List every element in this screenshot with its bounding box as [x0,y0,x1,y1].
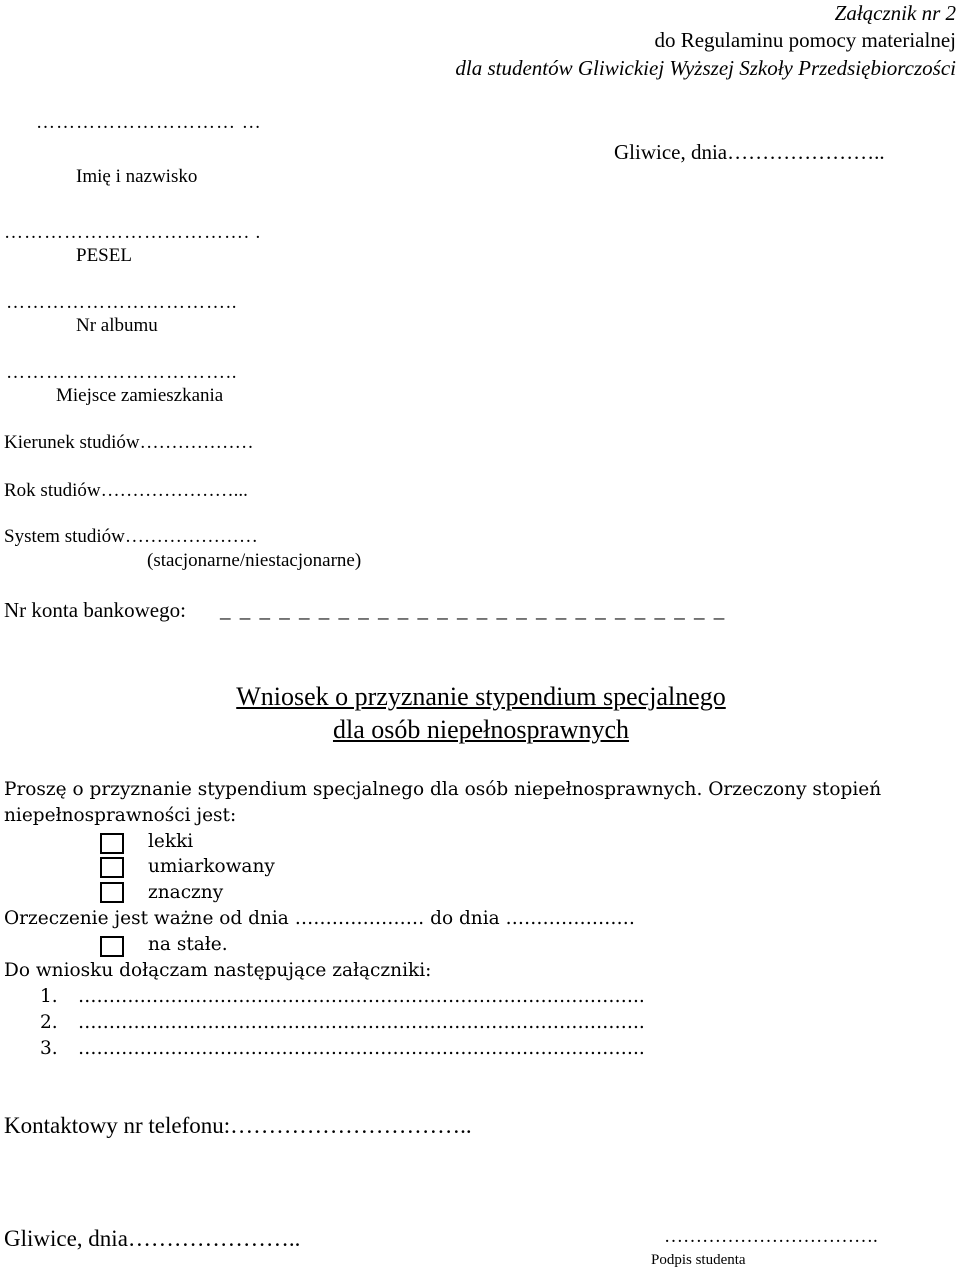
signature-label: Podpis studenta [651,1252,746,1268]
study-system[interactable]: System studiów………………… [4,526,258,547]
option-umiarkowany-label: umiarkowany [148,856,275,877]
annex-regulation: do Regulaminu pomocy materialnej [654,28,956,52]
checkbox-umiarkowany[interactable] [100,857,124,878]
annex-title: Załącznik nr 2 [834,1,956,25]
bank-account-field[interactable]: _ _ _ _ _ _ _ _ _ _ _ _ _ _ _ _ _ _ _ _ _ _ _ _ _ _ [220,598,727,622]
form-title-line2: dla osób niepełnosprawnych [332,715,630,744]
option-lekki-label: lekki [148,831,194,852]
request-text-line2: niepełnosprawności jest: [4,805,237,826]
attachment-field-2[interactable]: ……………………………………………………………………………….. [78,1012,645,1033]
bank-account-label: Nr konta bankowego: [4,598,186,622]
form-title-line1: Wniosek o przyznanie stypendium specjalnego [236,682,726,711]
signature-field[interactable]: ……………………………. [664,1226,878,1247]
permanent-label: na stałe. [148,934,228,955]
attachment-field-1[interactable]: ……………………………………………………………………………….. [78,986,645,1007]
place-date-header[interactable]: Gliwice, dnia………………….. [614,140,885,164]
name-label: Imię i nazwisko [76,166,198,187]
year-of-study[interactable]: Rok studiów…………………... [4,480,248,501]
checkbox-znaczny[interactable] [100,882,124,903]
album-label: Nr albumu [76,315,158,336]
request-text-line1: Proszę o przyznanie stypendium specjalnego dla osób niepełnosprawnych. Orzeczony stopień [4,779,882,800]
option-znaczny-label: znaczny [148,882,224,903]
checkbox-na-stale[interactable] [100,936,124,957]
annex-institution: dla studentów Gliwickiej Wyższej Szkoły Przedsiębiorczości [455,56,956,80]
field-of-study[interactable]: Kierunek studiów……………… [4,432,254,453]
attachments-label: Do wniosku dołączam następujące załączniki: [4,960,432,981]
attachment-number-2: 2. [40,1012,58,1033]
study-system-hint: (stacjonarne/niestacjonarne) [147,550,362,571]
pesel-field[interactable]: ………………………………. . [4,222,262,243]
place-date-footer[interactable]: Gliwice, dnia………………….. [4,1226,301,1251]
attachment-number-1: 1. [40,986,58,1007]
album-field[interactable]: …………………………….. [6,292,238,313]
pesel-label: PESEL [76,245,132,266]
name-field[interactable]: ………………………… … [36,112,262,133]
address-label: Miejsce zamieszkania [56,385,224,406]
validity-dates[interactable]: Orzeczenie jest ważne od dnia ………………… do dnia ………………… [4,908,636,929]
address-field[interactable]: …………………………….. [6,362,238,383]
attachment-field-3[interactable]: ……………………………………………………………………………….. [78,1038,645,1059]
checkbox-lekki[interactable] [100,833,124,854]
phone-field[interactable]: Kontaktowy nr telefonu:………………………….. [4,1113,472,1138]
attachment-number-3: 3. [40,1038,58,1059]
